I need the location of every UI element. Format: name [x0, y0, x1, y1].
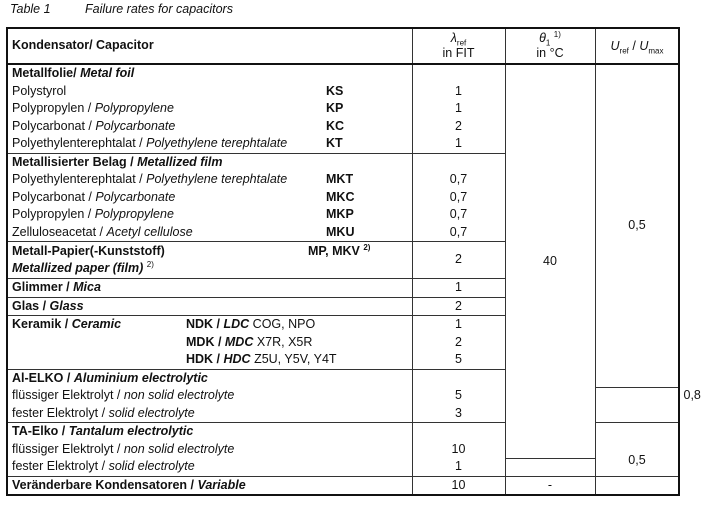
- group-title-metal-foil: Metallfolie/ Metal foil: [7, 64, 412, 83]
- table-row: Keramik / Ceramic NDK / LDC COG, NPO 1: [7, 316, 679, 334]
- header-lambda: $\lambda_{ref}$ in FIT: [412, 28, 505, 64]
- table-row: Polycarbonat / Polycarbonate KC 2: [7, 118, 679, 136]
- header-row: [7, 28, 679, 64]
- header-u-ratio: $U_{ref} / U_{max}$: [595, 28, 679, 64]
- table-caption: [10, 2, 233, 16]
- table-row-glass: Glas / Glass 2: [7, 297, 679, 316]
- table-row: Polyethylenterephtalat / Polyethylene terephtalate KT 1: [7, 135, 679, 153]
- table-row: Zelluloseacetat / Acetyl cellulose MKU 0,7: [7, 224, 679, 242]
- table-row: Polycarbonat / Polycarbonate MKC 0,7: [7, 189, 679, 207]
- u-ratio-variable: -: [505, 476, 595, 495]
- table-row: MDK / MDC X7R, X5R 2: [7, 334, 679, 352]
- table-row: Polypropylen / Polypropylene MKP 0,7: [7, 206, 679, 224]
- header-capacitor: Kondensator/ Capacitor: [7, 28, 412, 64]
- table-row-mica: Glimmer / Mica 1: [7, 279, 679, 298]
- table-row: Polystyrol KS 1: [7, 83, 679, 101]
- table-row: Polyethylenterephtalat / Polyethylene terephtalate MKT 0,7: [7, 171, 679, 189]
- group-title-al-elko: Al-ELKO / Aluminium electrolytic: [7, 369, 412, 387]
- table-number: Table 1: [10, 2, 51, 16]
- table-row: fester Elektrolyt / solid electrolyte 3: [7, 405, 679, 423]
- table-row: HDK / HDC Z5U, Y5V, Y4T 5: [7, 351, 679, 369]
- table-row-variable: Veränderbare Kondensatoren / Variable 10 -: [7, 476, 679, 495]
- u-ratio-main: 0,5: [595, 64, 679, 387]
- table-row: flüssiger Elektrolyt / non solid electrolyte 10: [7, 441, 679, 459]
- group-title-ta-elko: TA-Elko / Tantalum electrolytic: [7, 423, 412, 441]
- header-theta: $\theta_1$ $^{1)}$ in °C: [505, 28, 595, 64]
- table-row: fester Elektrolyt / solid electrolyte 1: [7, 458, 679, 476]
- table-row: Polypropylen / Polypropylene KP 1: [7, 100, 679, 118]
- group-title-metallized-film: Metallisierter Belag / Metallized film: [7, 153, 412, 171]
- u-ratio-ta-elko: 0,5: [595, 423, 679, 477]
- theta-value: 40: [505, 64, 595, 458]
- table-row: flüssiger Elektrolyt / non solid electrolyte 5: [7, 387, 679, 405]
- table-title: Failure rates for capacitors: [85, 2, 233, 16]
- table-row-metal-paper: Metall-Papier(-Kunststoff) MP, MKV $^{2)}$ Metallized paper (film) $^{2)}$ 2: [7, 242, 679, 279]
- capacitor-failure-rate-table: Kondensator/ Capacitor $\lambda_{ref}$ in FIT $\theta_1$ $^{1)}$ in °C $U_{ref} / U_{max}$ Metallfolie/ Metal foil 40 0,5 Polystyrol KS 1 Polypropylen / Polypropylene KP 1 Polycarbonat / Polycarbonate KC 2 Polyethylenterephtalat / Polyethylene terephtalate KT 1 Metallisierter Belag / Metallized film Polyethylenterephtalat / Polyethylene terephtalate MKT 0,7 Polycarbonat / Polycarbonate MKC 0,7 Polypropylen / Polypropylene MKP 0,7 Zelluloseacetat / Acetyl cellulose MKU 0,7 Metall-Papier(-Kunststoff) MP, MKV $^{2)}$ Metallized paper (film) $^{2)}$ 2 Glimmer / Mica 1 Glas / Glass 2 Keramik / Ceramic NDK / LDC COG, NPO 1 MDK / MDC X7R, X5R 2 HDK / HDC Z5U, Y5V, Y4T 5 Al-ELKO / Aluminium electrolytic 0,8 flüssiger Elektrolyt / non solid electrolyte 5 fester Elektrolyt / solid electrolyte 3 TA-Elko / Tantalum electrolytic 0,5 flüssiger Elektrolyt / non solid electrolyte 10 fester Elektrolyt / solid electrolyte 1 Veränderbare Kondensatoren / Variable 10 -: [6, 27, 680, 496]
